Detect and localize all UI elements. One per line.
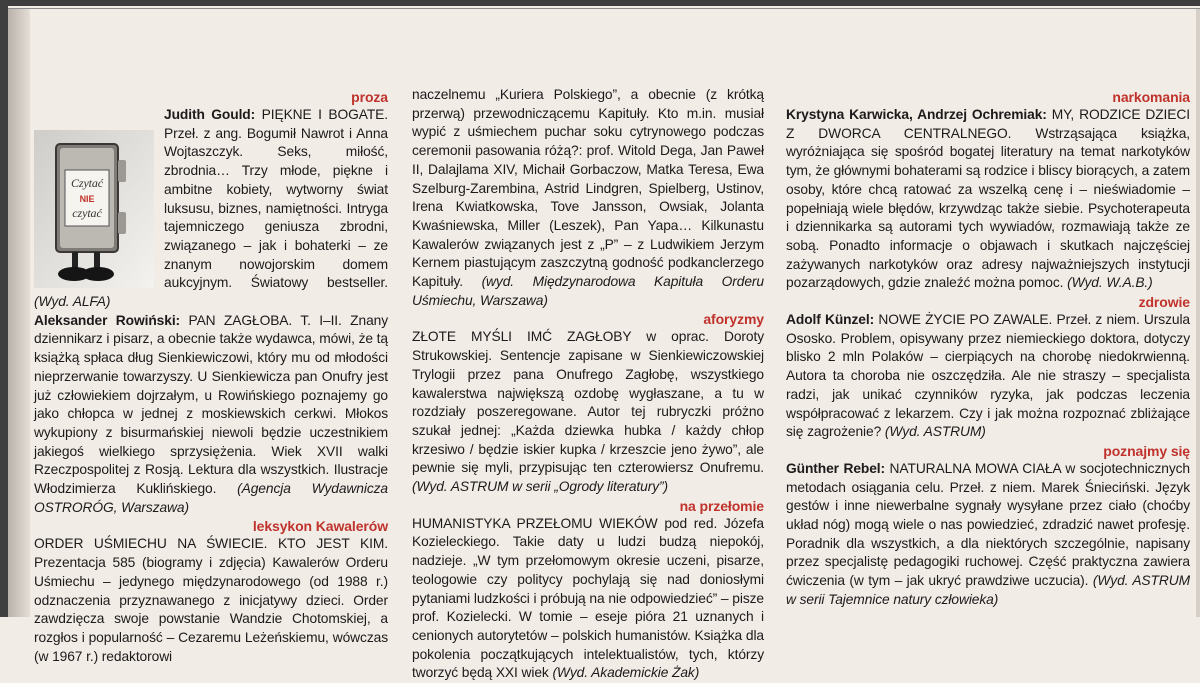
body-zdrowie: Przeł. z niem. Urszula Ososko. Problem, opisywany przez niemieckiego doktora, dotyczy blisko 2 mln Polaków – cierpiących na chorobę niedokrwienną. Autora ta choroba nie oszczędziła. Ale nie straszy – specjalista radzi, jak unikać czynników ryzyka, jak podczas leczenia współpracować z lekarzem. Czy i jak można rozpoznać zbliżające się zagrożenie? <box>786 312 1190 440</box>
cover-text-line1: Czytać <box>70 176 104 190</box>
body-gould: Przeł. z ang. Bogumił Nawrot i Anna Wojtaszczyk. Seks, miłość, zbrodnia… Trzy młode, piękne i ambitne kobiety, wytworny świat luksusu, biznes, namiętności. Intryga tajemniczego geniusza zbrodni, związanego – jak i bohaterki – ze znanym nowojorskim domem aukcyjnym. Światowy bestseller. <box>164 125 388 291</box>
publisher-gould: (Wyd. ALFA) <box>34 294 111 310</box>
cover-text-line3: czytać <box>72 206 102 220</box>
cover-text-line2: NIE <box>79 194 95 204</box>
author-rowinski: Aleksander Rowiński: <box>34 312 181 328</box>
body-leksykon-cont: naczelnemu „Kuriera Polskiego”, a obecnie (z krótką przerwą) przewodniczącemu Kapituły. Kto m.in. musiał wypić z uśmiechem puchar soku cytrynowego podczas ceremonii pasowania różą?: prof. Witold Dega, Jan Paweł II, Dalajlama XIV, Michaił Gorbaczow, Matka Teresa, Ewa Szelburg-Zarembina, Astrid Lindgren, Spielberg, Ustinov, Irena Kwiatkowska, Tove Jansson, Owsiak, Jolanta Kwaśniewska, Miller (Leszek), Pan Yapa… Kilkunastu Kawalerów związanych jest z „P” – z Ludwikiem Jerzym Kernem piastującym zaszczytną godność podkanclerzego Kapituły. <box>412 87 764 290</box>
title-narkomania: MY, RODZICE DZIECI Z DWORCA CENTRALNEGO. <box>786 107 1190 141</box>
title-poznajmy: NATURALNA MOWA CIAŁA <box>889 460 1061 476</box>
page-left-edge <box>0 0 8 617</box>
title-rowinski: PAN ZAGŁOBA. <box>188 312 293 328</box>
author-poznajmy: Günther Rebel: <box>786 460 886 476</box>
body-przelomie: HUMANISTYKA PRZEŁOMU WIEKÓW pod red. Józefa Kozieleckiego. Takie daty u ludzi budzą niepokój, nadzieje. „W tym przełomowym okresie uczeni, pisarze, teologowie czy politycy pochylają się nad doniosłymi pytaniami ludzkości i próbują na nie odpowiedzieć” – pisze prof. Kozielecki. W tomie – eseje pióra 21 uznanych i cenionych autorytetów – polskich humanistów. Książka dla pokolenia początkujących intelektualistów, tych, którzy tworzyć będą XXI wiek <box>412 515 764 681</box>
publisher-poznajmy: (Wyd. ASTRUM w serii Tajemnice natury człowieka) <box>786 573 1190 607</box>
title-zdrowie: NOWE ŻYCIE PO ZAWALE. <box>878 312 1053 328</box>
section-heading-zdrowie: zdrowie <box>1138 294 1190 311</box>
body-aforyzmy: ZŁOTE MYŚLI IMĆ ZAGŁOBY w oprac. Doroty Strukowskiej. Sentencje zapisane w Sienkiewiczowskiej Trylogii przez pana Onufrego Zagłobę, wszystkiego kawalerstwa największą ozdobę wygłaszane, a tu w rozdziały poszeregowane. Autor tej rubryczki próżno szukał jednej: „Każda dziewka hubka / każdy chłop krzesiwo / będzie iskier kupka / krzeszcie jeno żywo”, ale pewnie się myli, przypisując ten czterowiersz Onufremu. <box>412 329 764 476</box>
page-gutter-shadow <box>8 9 30 617</box>
book-cover-czytac-nie-czytac <box>34 130 154 288</box>
review-narkomania <box>786 106 1190 293</box>
body-poznajmy: w socjotechnicznych metodach osiągania celu. Przeł. z niem. Marek Śnieciński. Język gestów i inne niewerbalne sygnały wysyłane przez ciało (choćby układ nóg) mogą wiele o nas powiedzieć, zdradzić nawet profesję. Poradnik dla wszystkich, a dla niektórych szczególnie, napisany przez specjalistę pedagogiki ruchowej. Część praktyczna zawiera ćwiczenia (w tym – jak ukryć prawdziwe uczucia). <box>786 460 1190 589</box>
publisher-aforyzmy: (Wyd. ASTRUM w serii „Ogrody literatury”) <box>412 479 669 495</box>
top-rule-thin <box>0 8 1200 9</box>
page-right-edge <box>1196 9 1200 617</box>
publisher-przelomie: (Wyd. Akademickie Żak) <box>552 665 700 681</box>
author-narkomania: Krystyna Karwicka, Andrzej Ochremiak: <box>786 107 1047 122</box>
section-heading-na-przelomie: na przełomie <box>679 497 764 514</box>
body-narkomania: Wstrząsająca książka, wyróżniająca się spośród bogatej literatury na temat narkotyków tym, że głównymi bohaterami są rodzice i bliscy biorących, a zatem osoby, które chcą ratować za wszelką cenę i – nieświadomie – popełniają wiele błędów, krzywdząc także siebie. Psychoterapeuta i dziennikarka są autorami tych wywiadów, rozmawiają także ze sobą. Ponadto informacje o objawach i skutkach najczęściej zażywanych narkotyków oraz adresy najważniejszych instytucji pozarządowych, gdzie znaleźć można pomoc. <box>786 125 1190 291</box>
publisher-leksykon: (wyd. Międzynarodowa Kapituła Orderu Uśmiechu, Warszawa) <box>412 274 764 308</box>
review-leksykon-cont <box>412 86 764 310</box>
top-rule <box>0 0 1200 6</box>
review-rowinski <box>34 312 388 518</box>
publisher-narkomania: (Wyd. W.A.B.) <box>1067 275 1153 291</box>
column-2 <box>412 86 764 683</box>
publisher-zdrowie: (Wyd. ASTRUM) <box>884 424 986 440</box>
section-heading-poznajmy-sie: poznajmy się <box>1103 442 1190 459</box>
column-3 <box>786 86 1190 610</box>
section-heading-proza: proza <box>351 89 388 105</box>
publisher-rowinski: (Agencja Wydawnicza OSTRORÓG, Warszawa) <box>34 481 389 515</box>
review-aforyzmy <box>412 328 764 496</box>
section-heading-aforyzmy: aforyzmy <box>703 311 764 328</box>
body-rowinski: T. I–II. Znany dziennikarz i pisarz, a obecnie także wydawca, mówi, że tą książką spłaca dług Sienkiewiczowi, który mu od młodości nieprzerwanie towarzyszy. U Sienkiewicza pan Onufry jest już człowiekiem dojrzałym, u Rowińskiego poznajemy go jako chłopca w jednej z moskiewskich cerkwi. Młokos wykupiony z bisurmańskiej niewoli będzie uczestnikiem jakiegoś wielkiego sprzysiężenia. Wiek XVII walki Rzeczpospolitej z Rosją. Lektura dla wszystkich. Ilustracje Włodzimierza Kuklińskiego. <box>34 312 389 497</box>
review-zdrowie <box>786 311 1190 442</box>
review-poznajmy <box>786 460 1190 610</box>
author-zdrowie: Adolf Künzel: <box>786 312 875 328</box>
review-przelomie <box>412 515 764 683</box>
title-gould: PIĘKNE I BOGATE. <box>261 107 388 122</box>
section-heading-leksykon: leksykon Kawalerów <box>252 518 388 535</box>
body-leksykon: ORDER UŚMIECHU NA ŚWIECIE. KTO JEST KIM. Prezentacja 585 (biogramy i zdjęcia) Kawalerów Orderu Uśmiechu – jedynego międzynarodowego (od 1988 r.) odznaczenia przyznawanego z inicjatywy dzieci. Order zawdzięcza swoje powstanie Wandzie Chotomskiej, a rozgłos i popularność – Cezaremu Leżeńskiemu, wówczas (w 1967 r.) redaktorowi <box>34 536 388 664</box>
column-1 <box>34 86 388 666</box>
author-gould: Judith Gould: <box>164 107 256 122</box>
section-heading-narkomania: narkomania <box>1112 89 1190 105</box>
